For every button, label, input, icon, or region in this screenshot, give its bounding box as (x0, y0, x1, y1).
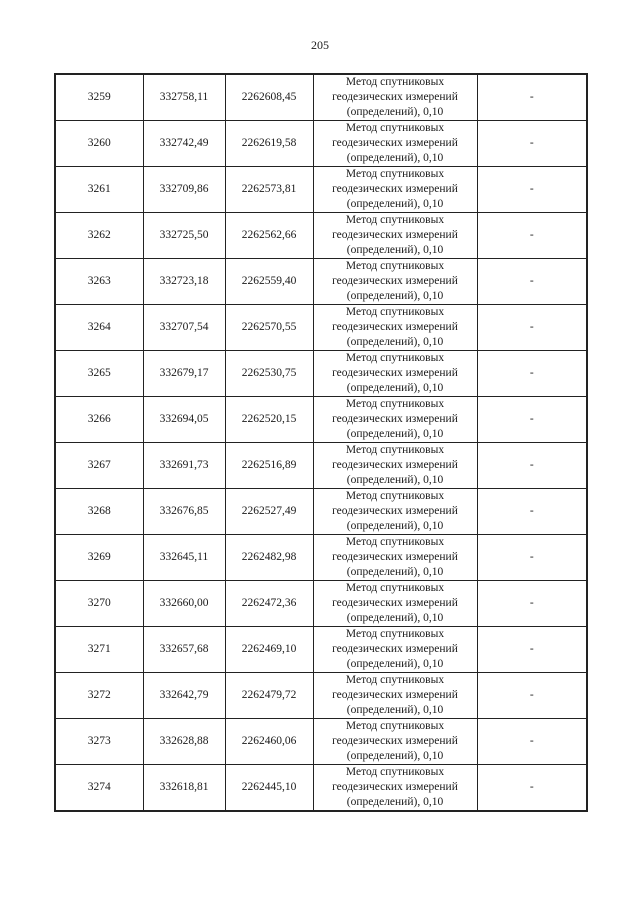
y-coordinate-cell: 2262573,81 (225, 167, 313, 213)
method-cell: Метод спутниковых геодезических измерений (определений), 0,10 (313, 719, 477, 765)
method-cell: Метод спутниковых геодезических измерений (определений), 0,10 (313, 74, 477, 121)
x-coordinate-cell: 332679,17 (143, 351, 225, 397)
method-cell: Метод спутниковых геодезических измерений (определений), 0,10 (313, 765, 477, 812)
x-coordinate-cell: 332691,73 (143, 443, 225, 489)
note-cell: - (477, 351, 587, 397)
method-cell: Метод спутниковых геодезических измерений (определений), 0,10 (313, 305, 477, 351)
x-coordinate-cell: 332618,81 (143, 765, 225, 812)
note-cell: - (477, 673, 587, 719)
method-cell: Метод спутниковых геодезических измерений (определений), 0,10 (313, 397, 477, 443)
point-number-cell: 3267 (55, 443, 143, 489)
table-row (55, 765, 587, 812)
y-coordinate-cell: 2262570,55 (225, 305, 313, 351)
y-coordinate-cell: 2262516,89 (225, 443, 313, 489)
note-cell: - (477, 765, 587, 812)
method-cell: Метод спутниковых геодезических измерений (определений), 0,10 (313, 535, 477, 581)
method-cell: Метод спутниковых геодезических измерений (определений), 0,10 (313, 259, 477, 305)
x-coordinate-cell: 332723,18 (143, 259, 225, 305)
method-cell: Метод спутниковых геодезических измерений (определений), 0,10 (313, 167, 477, 213)
point-number-cell: 3264 (55, 305, 143, 351)
table-row (55, 397, 587, 443)
note-cell: - (477, 167, 587, 213)
x-coordinate-cell: 332657,68 (143, 627, 225, 673)
point-number-cell: 3261 (55, 167, 143, 213)
y-coordinate-cell: 2262530,75 (225, 351, 313, 397)
note-cell: - (477, 489, 587, 535)
x-coordinate-cell: 332709,86 (143, 167, 225, 213)
x-coordinate-cell: 332676,85 (143, 489, 225, 535)
point-number-cell: 3273 (55, 719, 143, 765)
y-coordinate-cell: 2262479,72 (225, 673, 313, 719)
table-row (55, 535, 587, 581)
note-cell: - (477, 535, 587, 581)
x-coordinate-cell: 332725,50 (143, 213, 225, 259)
note-cell: - (477, 581, 587, 627)
x-coordinate-cell: 332742,49 (143, 121, 225, 167)
table-row (55, 719, 587, 765)
note-cell: - (477, 397, 587, 443)
table-row (55, 213, 587, 259)
page-number: 205 (311, 38, 329, 52)
x-coordinate-cell: 332694,05 (143, 397, 225, 443)
table-row (55, 305, 587, 351)
method-cell: Метод спутниковых геодезических измерений (определений), 0,10 (313, 627, 477, 673)
note-cell: - (477, 121, 587, 167)
y-coordinate-cell: 2262619,58 (225, 121, 313, 167)
table-row (55, 443, 587, 489)
table-row (55, 74, 587, 121)
x-coordinate-cell: 332660,00 (143, 581, 225, 627)
point-number-cell: 3259 (55, 74, 143, 121)
coordinates-table (54, 73, 588, 812)
y-coordinate-cell: 2262559,40 (225, 259, 313, 305)
y-coordinate-cell: 2262562,66 (225, 213, 313, 259)
y-coordinate-cell: 2262472,36 (225, 581, 313, 627)
note-cell: - (477, 627, 587, 673)
y-coordinate-cell: 2262469,10 (225, 627, 313, 673)
point-number-cell: 3274 (55, 765, 143, 812)
method-cell: Метод спутниковых геодезических измерений (определений), 0,10 (313, 121, 477, 167)
x-coordinate-cell: 332758,11 (143, 74, 225, 121)
method-cell: Метод спутниковых геодезических измерений (определений), 0,10 (313, 581, 477, 627)
note-cell: - (477, 719, 587, 765)
point-number-cell: 3271 (55, 627, 143, 673)
y-coordinate-cell: 2262527,49 (225, 489, 313, 535)
y-coordinate-cell: 2262460,06 (225, 719, 313, 765)
x-coordinate-cell: 332628,88 (143, 719, 225, 765)
note-cell: - (477, 305, 587, 351)
table-row (55, 627, 587, 673)
point-number-cell: 3265 (55, 351, 143, 397)
note-cell: - (477, 443, 587, 489)
y-coordinate-cell: 2262520,15 (225, 397, 313, 443)
x-coordinate-cell: 332642,79 (143, 673, 225, 719)
method-cell: Метод спутниковых геодезических измерений (определений), 0,10 (313, 673, 477, 719)
note-cell: - (477, 259, 587, 305)
table-row (55, 167, 587, 213)
method-cell: Метод спутниковых геодезических измерений (определений), 0,10 (313, 351, 477, 397)
method-cell: Метод спутниковых геодезических измерений (определений), 0,10 (313, 489, 477, 535)
method-cell: Метод спутниковых геодезических измерений (определений), 0,10 (313, 213, 477, 259)
point-number-cell: 3262 (55, 213, 143, 259)
note-cell: - (477, 213, 587, 259)
point-number-cell: 3260 (55, 121, 143, 167)
y-coordinate-cell: 2262445,10 (225, 765, 313, 812)
table-row (55, 581, 587, 627)
table-row (55, 121, 587, 167)
point-number-cell: 3270 (55, 581, 143, 627)
point-number-cell: 3266 (55, 397, 143, 443)
y-coordinate-cell: 2262608,45 (225, 74, 313, 121)
point-number-cell: 3272 (55, 673, 143, 719)
table-row (55, 351, 587, 397)
x-coordinate-cell: 332645,11 (143, 535, 225, 581)
y-coordinate-cell: 2262482,98 (225, 535, 313, 581)
point-number-cell: 3269 (55, 535, 143, 581)
point-number-cell: 3268 (55, 489, 143, 535)
x-coordinate-cell: 332707,54 (143, 305, 225, 351)
note-cell: - (477, 74, 587, 121)
table-row (55, 673, 587, 719)
table-row (55, 489, 587, 535)
table-row (55, 259, 587, 305)
method-cell: Метод спутниковых геодезических измерений (определений), 0,10 (313, 443, 477, 489)
coordinates-table-body (55, 74, 587, 811)
point-number-cell: 3263 (55, 259, 143, 305)
